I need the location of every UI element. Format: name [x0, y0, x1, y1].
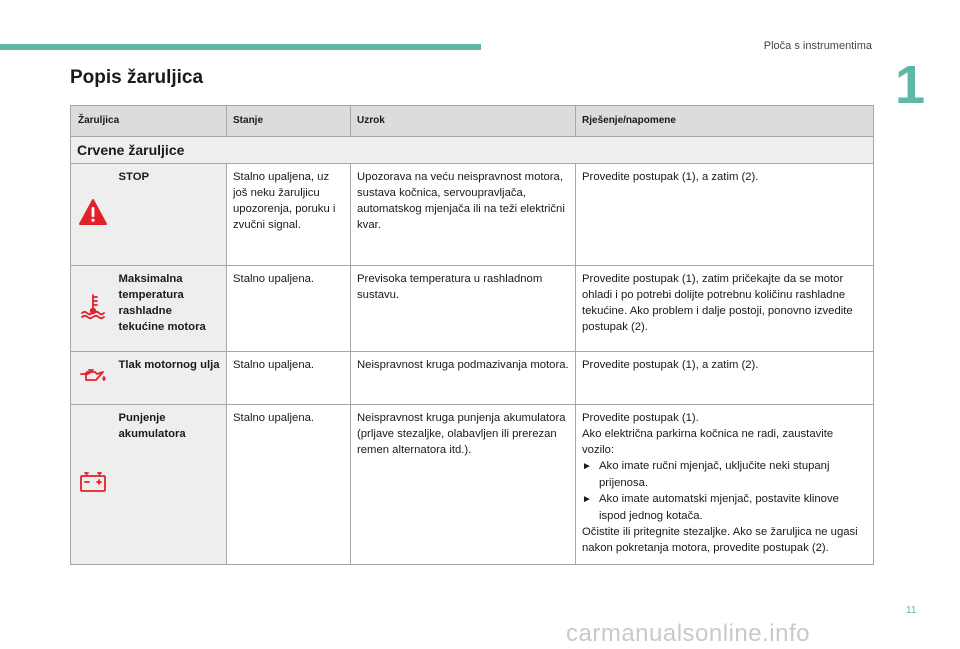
battery-charge-icon	[78, 467, 108, 497]
list-item: ► Ako imate automatski mjenjač, postavite klinove ispod jednog kotača.	[582, 493, 839, 522]
lamp-name: STOP	[115, 164, 227, 266]
table-row	[71, 164, 874, 266]
list-item: ► Ako imate ručni mjenjač, uključite neki stupanj prijenosa.	[582, 460, 830, 489]
lamp-solution: Provedite postupak (1), a zatim (2).	[576, 352, 874, 405]
warning-lamps-table	[70, 105, 874, 565]
table-row	[71, 266, 874, 352]
page-title: Popis žaruljica	[70, 67, 204, 88]
lamp-solution	[576, 405, 874, 565]
group-title: Crvene žaruljice	[71, 137, 874, 164]
solution-outro: Očistite ili pritegnite stezaljke. Ako se žaruljica ne ugasi nakon pokretanja motora, provedite postupak (2).	[582, 526, 858, 554]
page-number: 11	[906, 605, 917, 616]
lamp-state: Stalno upaljena.	[227, 266, 351, 352]
warning-triangle-icon	[78, 197, 108, 227]
chapter-number: 1	[895, 55, 926, 115]
column-header-cause: Uzrok	[351, 106, 576, 137]
column-header-state: Stanje	[227, 106, 351, 137]
lamp-state: Stalno upaljena, uz još neku žaruljicu upozorenja, poruku i zvučni signal.	[227, 164, 351, 266]
coolant-temperature-icon	[78, 291, 108, 321]
lamp-state: Stalno upaljena.	[227, 405, 351, 565]
section-title: Ploča s instrumentima	[763, 40, 872, 52]
column-header-lamp: Žaruljica	[71, 106, 227, 137]
lamp-cause: Upozorava na veću neispravnost motora, sustava kočnica, servoupravljača, automatskog mjenjača ili na teži električni kvar.	[351, 164, 576, 266]
oil-pressure-icon	[78, 361, 108, 391]
lamp-name: Punjenje akumulatora	[115, 405, 227, 565]
header-accent-bar	[0, 44, 481, 50]
lamp-solution: Provedite postupak (1), a zatim (2).	[576, 164, 874, 266]
watermark-text: carmanualsonline.info	[566, 620, 810, 647]
lamp-state: Stalno upaljena.	[227, 352, 351, 405]
lamp-cause: Previsoka temperatura u rashladnom sustavu.	[351, 266, 576, 352]
lamp-solution: Provedite postupak (1), zatim pričekajte da se motor ohladi i po potrebi dolijte potrebnu količinu rashladne tekućine. Ako problem i dalje postoji, ponovno izvedite postupak (2).	[576, 266, 874, 352]
solution-intro: Provedite postupak (1).	[582, 412, 699, 424]
lamp-cause: Neispravnost kruga podmazivanja motora.	[351, 352, 576, 405]
solution-bullet-list	[582, 458, 867, 524]
lamp-name: Maksimalna temperatura rashladne tekućine motora	[115, 266, 227, 352]
column-header-solution: Rješenje/napomene	[576, 106, 874, 137]
lamp-name: Tlak motornog ulja	[115, 352, 227, 405]
bullet-arrow-icon: ►	[582, 494, 592, 505]
table-row	[71, 405, 874, 565]
table-header-row	[71, 106, 874, 137]
solution-lead: Ako električna parkirna kočnica ne radi, zaustavite vozilo:	[582, 428, 834, 456]
table-row	[71, 352, 874, 405]
group-row-red-lamps	[71, 137, 874, 164]
bullet-arrow-icon: ►	[582, 461, 592, 472]
lamp-cause: Neispravnost kruga punjenja akumulatora (prljave stezaljke, olabavljen ili prerezan remen alternatora itd.).	[351, 405, 576, 565]
